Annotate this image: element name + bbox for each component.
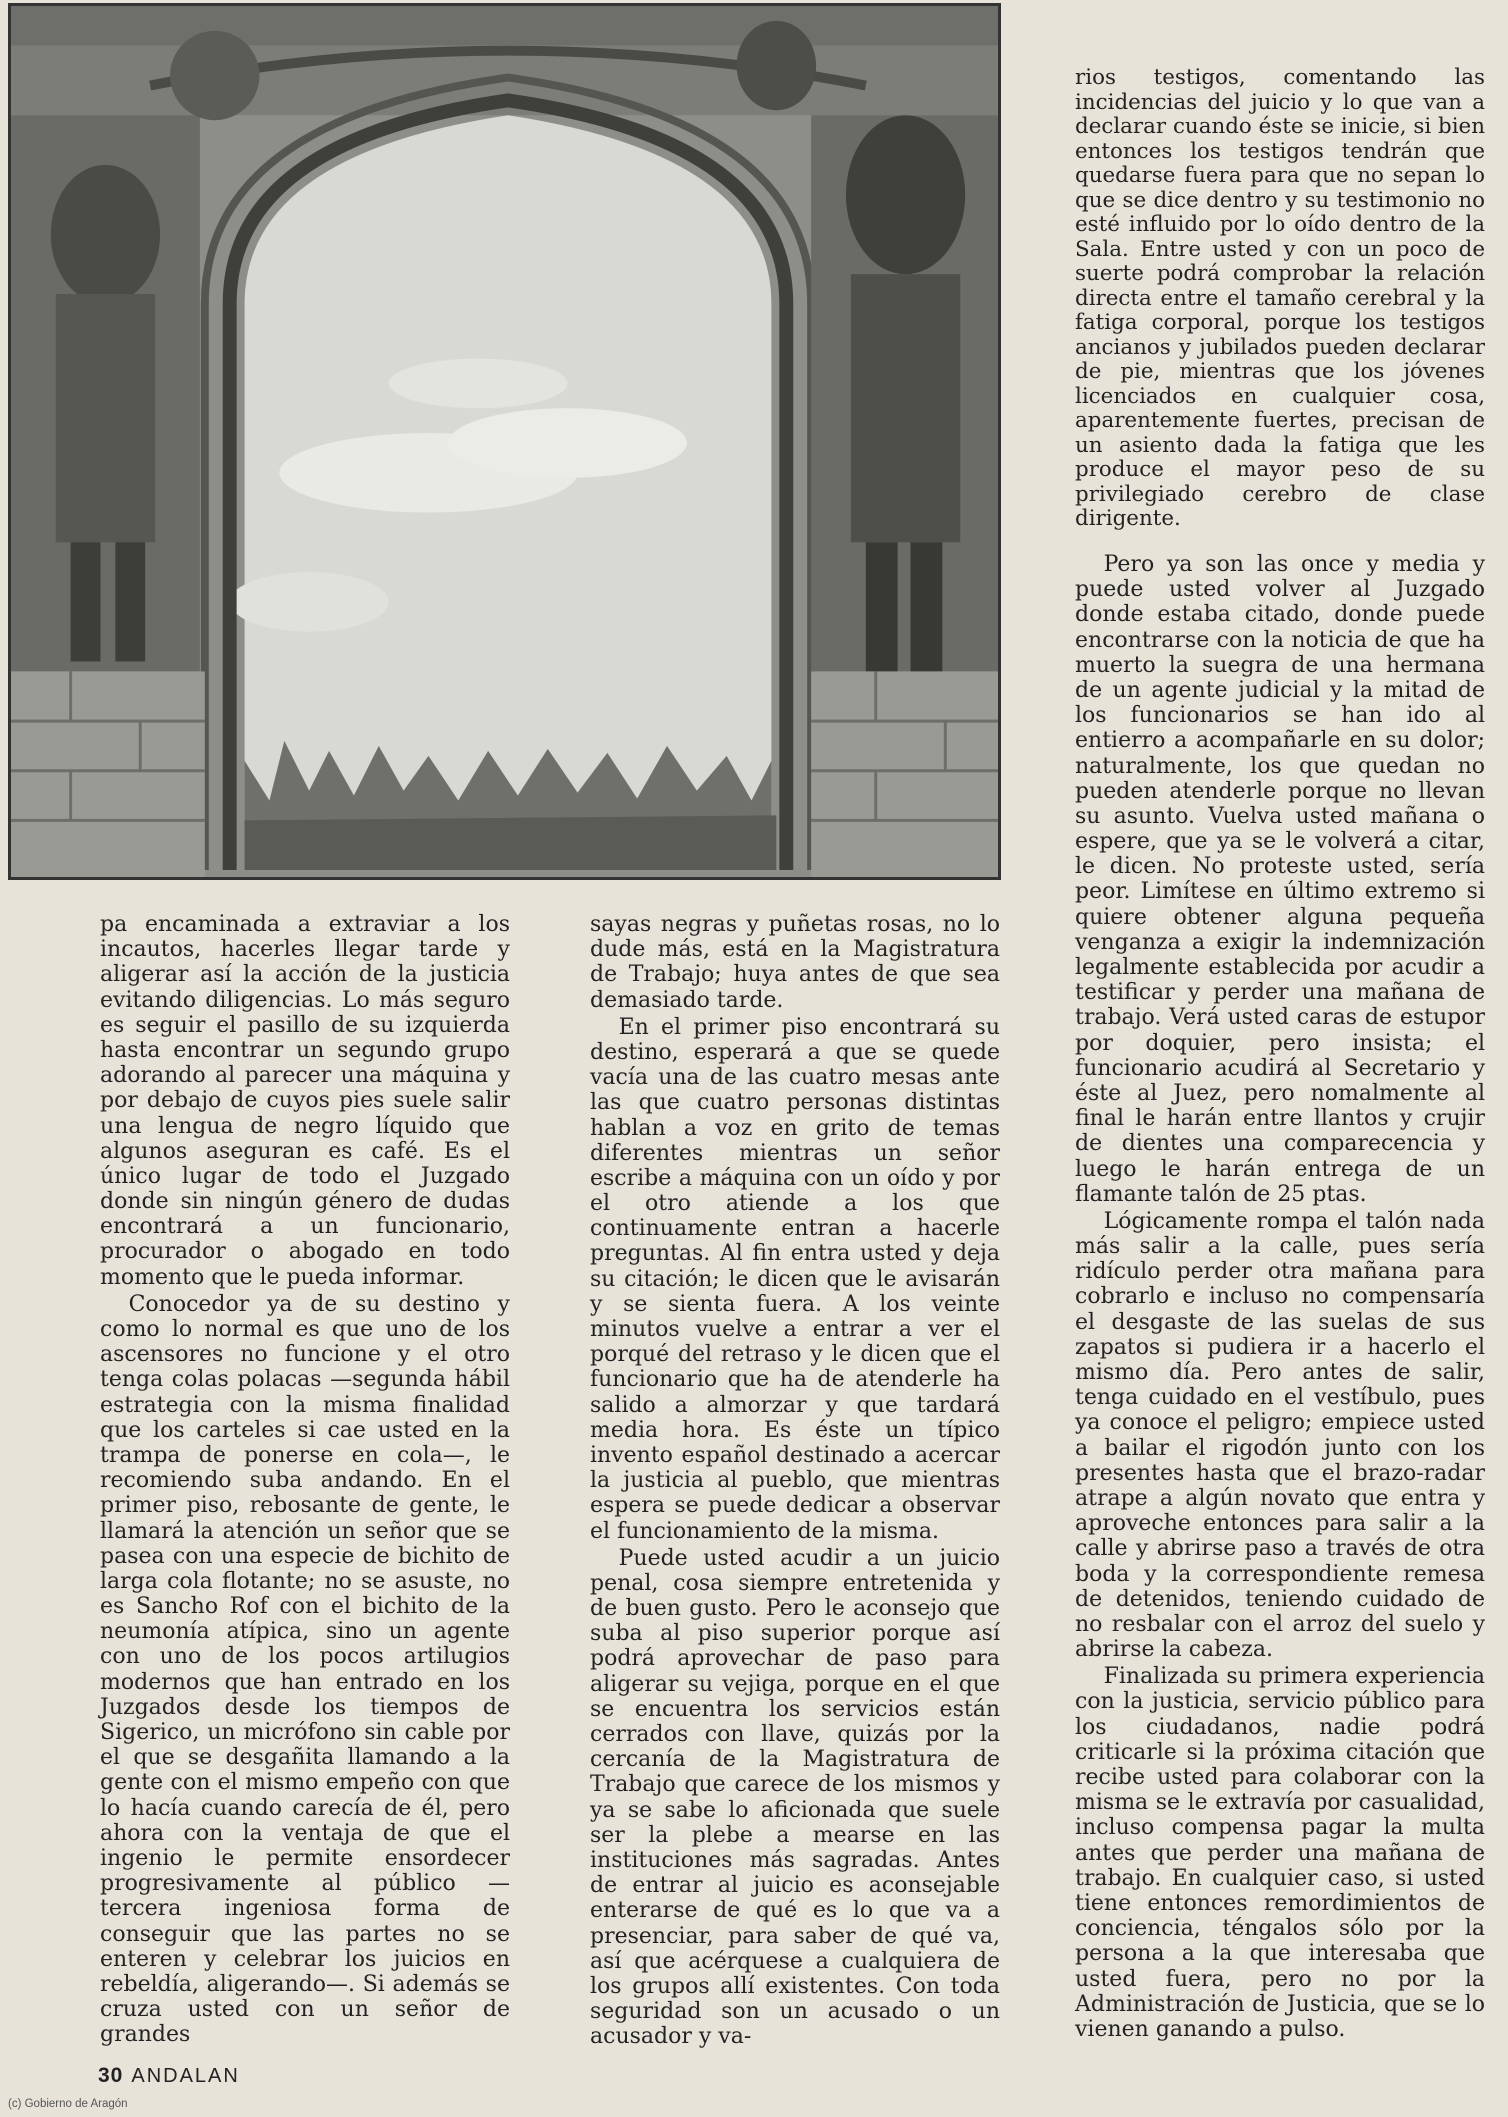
paragraph: Lógicamente rompa el talón nada más salir a la calle, pues sería ridículo perder otra mañana para cobrarlo e incluso no compensaría el desgaste de las suelas de sus zapatos si pudiera ir a hacerlo el mismo día. Pero antes de salir, tenga cuidado en el vestíbulo, pues ya conoce el peligro; empiece usted a bailar el rigodón junto con los presentes hasta que el brazo-radar atrape a algún novato que entra y aproveche entonces para salir a la calle y abrirse paso a través de otra boda y la correspondiente remesa de detenidos, teniendo cuidado de no resbalar con el arroz del suelo y abrirse la cabeza. [1075, 1208, 1485, 1663]
paragraph: rios testigos, comentando las incidencias del juicio y lo que van a declarar cuando éste se inicie, si bien entonces los testigos tendrán que quedarse fuera para que no sepan lo que se dice dentro y su testimonio no esté influido por lo oído dentro de la Sala. Entre usted y con un poco de suerte podrá comprobar la relación directa entre el tamaño cerebral y la fatiga corporal, porque los testigos ancianos y jubilados pueden declarar de pie, mientras que los jóvenes licenciados en cualquier cosa, aparentemente fuertes, precisan de un asiento dada la fatiga que les produce el mayor peso de su privilegiado cerebro de clase dirigente. [1075, 65, 1485, 532]
page-footer [98, 2064, 240, 2088]
paragraph: sayas negras y puñetas rosas, no lo dude más, está en la Magistratura de Trabajo; huya antes de que sea demasiado tarde. [590, 912, 1000, 1013]
paragraph: Pero ya son las once y media y puede usted volver al Juzgado donde estaba citado, donde puede encontrarse con la noticia de que ha muerto la suegra de una hermana de un agente judicial y la mitad de los funcionarios se han ido al entierro a acompañarle en su dolor; naturalmente, los que quedan no pueden atenderle porque no llevan su asunto. Vuelva usted mañana o espere, que ya se le volverá a citar, le dicen. No proteste usted, sería peor. Limítese en último extremo si quiere obtener alguna pequeña venganza a exigir la indemnización legalmente establecida por acudir a testificar y perder una mañana de trabajo. Verá usted caras de estupor por doquier, pero insista; el funcionario acudirá al Secretario y éste al Juez, pero nomalmente al final le harán entre llantos y crujir de dientes una comparecencia y luego le harán entrega de un flamante talón de 25 ptas. [1075, 552, 1485, 1207]
magazine-name: ANDALAN [131, 2065, 240, 2087]
article-column-right-bottom [1075, 552, 1485, 2042]
paragraph: pa encaminada a extraviar a los incautos, hacerles llegar tarde y aligerar así la acción de la justicia evitando diligencias. Lo más seguro es seguir el pasillo de su izquierda hasta encontrar un segundo grupo adorando al parecer una máquina y por debajo de cuyos pies suele salir una lengua de negro líquido que algunos aseguran es café. Es el único lugar de todo el Juzgado donde sin ningún género de dudas encontrará a un funcionario, procurador o abogado en todo momento que le pueda informar. [100, 912, 510, 1290]
page-number: 30 [98, 2064, 124, 2087]
article-column-left [100, 912, 510, 2047]
article-column-middle [590, 912, 1000, 2049]
arch-drawing [11, 6, 998, 877]
arch-illustration [8, 3, 1001, 880]
paragraph: Conocedor ya de su destino y como lo normal es que uno de los ascensores no funcione y el otro tenga colas polacas —segunda hábil estrategia con la misma finalidad que los carteles si cae usted en la trampa de ponerse en cola—, le recomiendo suba andando. En el primer piso, rebosante de gente, le llamará la atención un señor que se pasea con una especie de bichito de larga cola flotante; no se asuste, no es Sancho Rof con el bichito de la neumonía atípica, sino un agente con uno de los pocos artilugios modernos que han entrado en los Juzgados desde los tiempos de Sigerico, un micrófono sin cable por el que se desgañita llamando a la gente con el mismo empeño con que lo hacía cuando carecía de él, pero ahora con la ventaja de que el ingenio le permite ensordecer progresivamente al público —tercera ingeniosa forma de conseguir que las partes no se enteren y celebrar los juicios en rebeldía, aligerando—. Si además se cruza usted con un señor de grandes [100, 1291, 510, 2048]
article-column-right-top [1075, 66, 1485, 532]
copyright-credit: (c) Gobierno de Aragón [8, 2098, 128, 2110]
paragraph: Finalizada su primera experiencia con la justicia, servicio público para los ciudadanos, nadie podrá criticarle si la próxima citación que recibe usted para colaborar con la misma se le extravía por casualidad, incluso compensa pagar la multa antes que perder una mañana de trabajo. En cualquier caso, si usted tiene entonces remordimientos de conciencia, téngalos sólo por la persona a la que interesaba que usted fuera, pero no por la Administración de Justicia, que se lo vienen ganando a pulso. [1075, 1664, 1485, 2042]
paragraph: En el primer piso encontrará su destino, esperará a que se quede vacía una de las cuatro mesas ante las que cuatro personas distintas hablan a voz en grito de temas diferentes mientras un señor escribe a máquina con un oído y por el otro atiende a los que continuamente entran a hacerle preguntas. Al fin entra usted y deja su citación; le dicen que le avisarán y se sienta fuera. A los veinte minutos vuelve a entrar a ver el porqué del retraso y le dicen que el funcionario que ha de atenderle ha salido a almorzar y que tardará media hora. Es éste un típico invento español destinado a acercar la justicia al pueblo, que mientras espera se puede dedicar a observar el funcionamiento de la misma. [590, 1014, 1000, 1544]
paragraph: Puede usted acudir a un juicio penal, cosa siempre entretenida y de buen gusto. Pero le aconsejo que suba al piso superior porque así podrá aprovechar de paso para aligerar su vejiga, porque en el que se encuentra los servicios están cerrados con llave, quizás por la cercanía de la Magistratura de Trabajo que carece de los mismos y ya se sabe lo aficionada que suele ser la plebe a mearse en las instituciones más sagradas. Antes de entrar al juicio es aconsejable enterarse de qué es lo que va a presenciar, para saber de qué va, así que acérquese a cualquiera de los grupos allí existentes. Con toda seguridad son un acusado o un acusador y va- [590, 1545, 1000, 2050]
